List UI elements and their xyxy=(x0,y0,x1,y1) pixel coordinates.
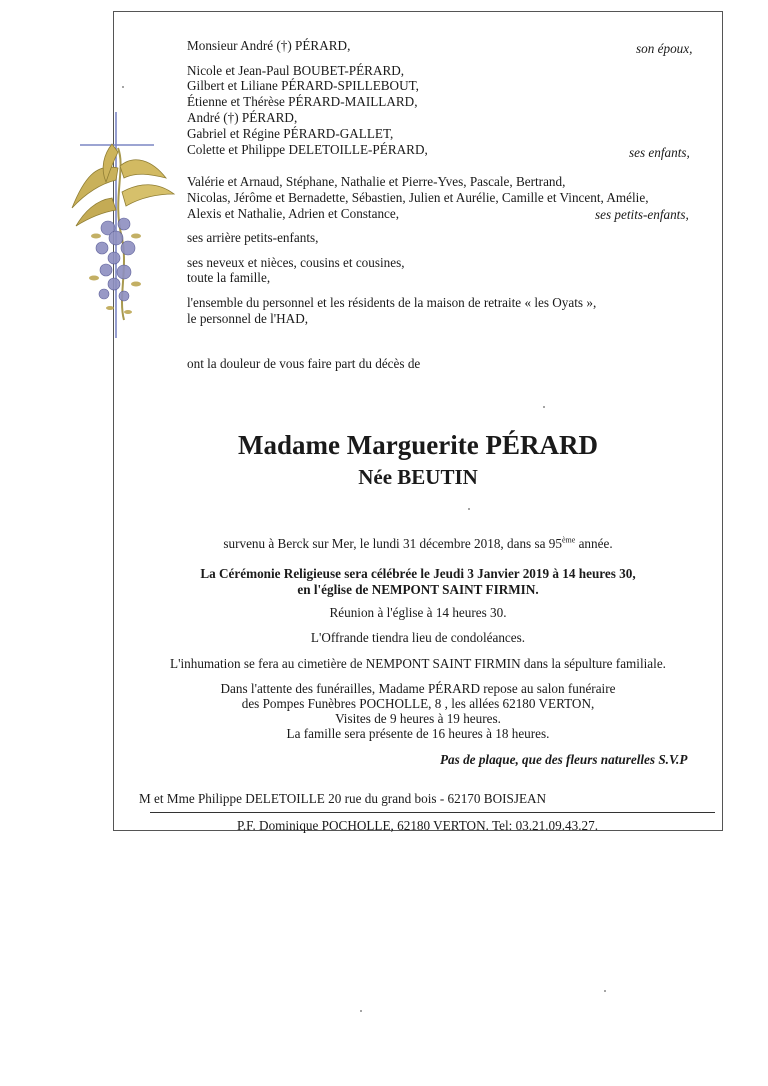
ceremony-line: La Cérémonie Religieuse sera célébrée le Jeudi 3 Janvier 2019 à 14 heures 30, xyxy=(200,566,636,581)
family-presence: La famille sera présente de 16 heures à 18 heures. xyxy=(286,726,550,741)
grandchildren-role: ses petits-enfants, xyxy=(595,207,689,222)
scan-speck xyxy=(543,406,545,408)
meeting-time: Réunion à l'église à 14 heures 30. xyxy=(329,605,507,620)
great-grandchildren: ses arrière petits-enfants, xyxy=(187,230,319,245)
grandchildren-line: Alexis et Nathalie, Adrien et Constance, xyxy=(187,206,400,221)
death-statement xyxy=(113,536,723,551)
ceremony-location: en l'église de NEMPONT SAINT FIRMIN. xyxy=(297,582,539,597)
rest-line: des Pompes Funèbres POCHOLLE, 8 , les allées 62180 VERTON, xyxy=(241,696,595,711)
child-line: Étienne et Thérèse PÉRARD-MAILLARD, xyxy=(187,94,418,109)
deceased-birth-name: Née BEUTIN xyxy=(358,465,478,489)
staff-line: le personnel de l'HAD, xyxy=(187,311,309,326)
death-text: survenu à Berck sur Mer, le lundi 31 décembre 2018, dans sa 95 xyxy=(223,536,562,551)
child-line: Gilbert et Liliane PÉRARD-SPILLEBOUT, xyxy=(187,78,419,93)
spouse-name: Monsieur André (†) PÉRARD, xyxy=(187,38,351,53)
flowers-note: Pas de plaque, que des fleurs naturelles S.V.P xyxy=(440,752,688,767)
child-line: Colette et Philippe DELETOILLE-PÉRARD, xyxy=(187,142,428,157)
scan-speck xyxy=(360,1010,362,1012)
grandchildren-line: Nicolas, Jérôme et Bernadette, Sébastien, Julien et Aurélie, Camille et Vincent, Amélie, xyxy=(187,190,649,205)
death-text-end: année. xyxy=(575,536,613,551)
grandchildren-line: Valérie et Arnaud, Stéphane, Nathalie et Pierre-Yves, Pascale, Bertrand, xyxy=(187,174,566,189)
scan-speck xyxy=(468,508,470,510)
nieces-nephews: ses neveux et nièces, cousins et cousines, xyxy=(187,255,405,270)
death-ordinal: ème xyxy=(561,535,576,545)
scan-speck xyxy=(122,86,124,88)
child-line: Gabriel et Régine PÉRARD-GALLET, xyxy=(187,126,394,141)
burial-note: L'inhumation se fera au cimetière de NEMPONT SAINT FIRMIN dans la sépulture familiale. xyxy=(170,656,666,671)
visiting-hours: Visites de 9 heures à 19 heures. xyxy=(335,711,501,726)
spouse-role: son époux, xyxy=(636,41,693,56)
deceased-name: Madame Marguerite PÉRARD xyxy=(238,430,598,460)
whole-family: toute la famille, xyxy=(187,270,271,285)
offering-note: L'Offrande tiendra lieu de condoléances. xyxy=(310,630,526,645)
cross-lily-illustration xyxy=(66,108,178,340)
rest-line: Dans l'attente des funérailles, Madame PÉRARD repose au salon funéraire xyxy=(220,681,616,696)
family-address: M et Mme Philippe DELETOILLE 20 rue du grand bois - 62170 BOISJEAN xyxy=(139,791,547,806)
child-line: André (†) PÉRARD, xyxy=(187,110,298,125)
staff-line: l'ensemble du personnel et les résidents de la maison de retraite « les Oyats », xyxy=(187,295,597,310)
child-line: Nicole et Jean-Paul BOUBET-PÉRARD, xyxy=(187,63,405,78)
scan-speck xyxy=(604,990,606,992)
announcement-text: ont la douleur de vous faire part du décès de xyxy=(187,356,421,371)
funeral-home-contact: P.F. Dominique POCHOLLE, 62180 VERTON. Tel: 03.21.09.43.27. xyxy=(237,818,598,833)
footer-divider xyxy=(150,812,715,813)
children-role: ses enfants, xyxy=(629,145,690,160)
